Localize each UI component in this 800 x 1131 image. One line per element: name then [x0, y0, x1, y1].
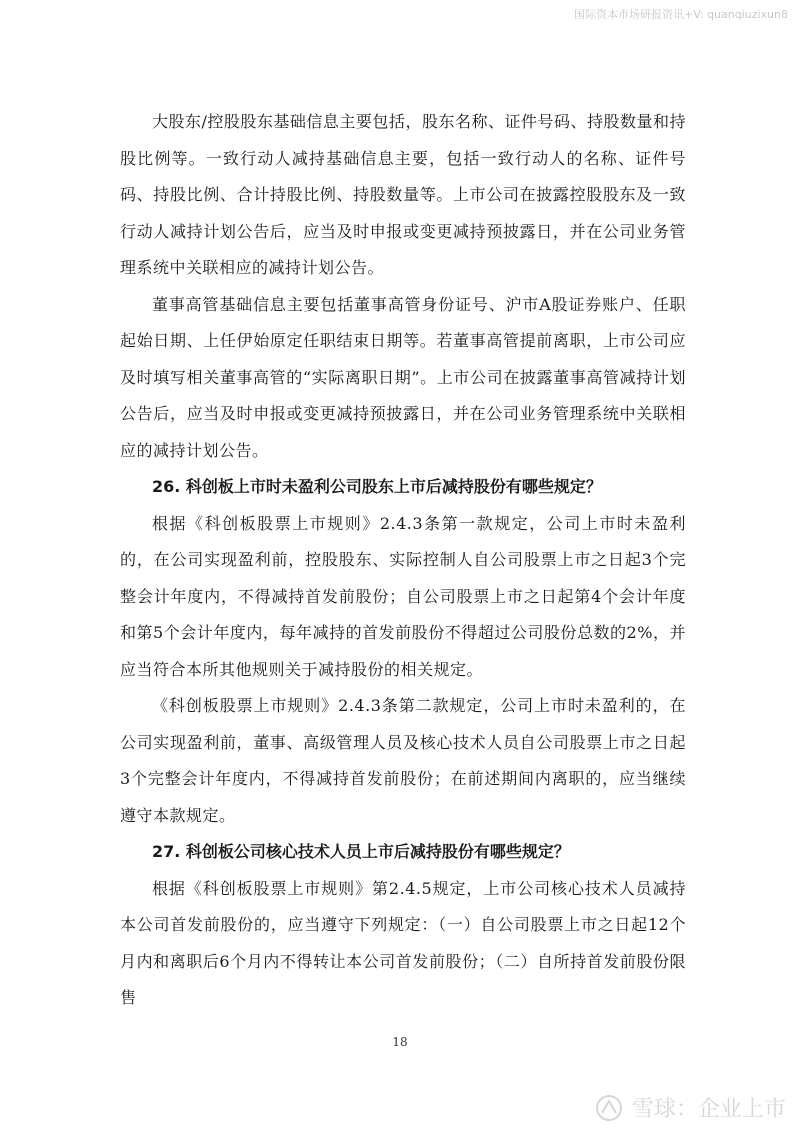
- section-26-heading: 26. 科创板上市时未盈利公司股东上市后减持股份有哪些规定？: [152, 477, 602, 496]
- paragraph-shareholder-info: 大股东/控股股东基础信息主要包括，股东名称、证件号码、持股数量和持股比例等。一致行动人减持基础信息主要，包括一致行动人的名称、证件号码、持股比例、合计持股比例、持股数量等。上市公司在披露控股股东及一致行动人减持计划公告后，应当及时申报或变更减持预披露日，并在公司业务管理系统中关联相应的减持计划公告。: [120, 112, 686, 277]
- footer-brand: [594, 1092, 786, 1123]
- footer-brand-text: 雪球：企业上市: [631, 1097, 786, 1122]
- page-number: 18: [392, 1035, 408, 1049]
- document-body: [120, 104, 686, 1017]
- section-27-heading: 27. 科创板公司核心技术人员上市后减持股份有哪些规定？: [152, 842, 570, 861]
- snowball-logo-icon: [594, 1093, 624, 1123]
- section-27-paragraph-1: 根据《科创板股票上市规则》第2.4.5规定，上市公司核心技术人员减持本公司首发前股份的，应当遵守下列规定：（一）自公司股票上市之日起12个月内和离职后6个月内不得转让本公司首发前股份；（二）自所持首发前股份限售: [120, 878, 686, 1007]
- paragraph-director-info: 董事高管基础信息主要包括董事高管身份证号、沪市A股证券账户、任职起始日期、上任伊始原定任职结束日期等。若董事高管提前离职，上市公司应及时填写相关董事高管的“实际离职日期”。上市公司在披露董事高管减持计划公告后，应当及时申报或变更减持预披露日，并在公司业务管理系统中关联相应的减持计划公告。: [120, 294, 686, 460]
- section-26-paragraph-2: 《科创板股票上市规则》2.4.3条第二款规定，公司上市时未盈利的，在公司实现盈利前，董事、高级管理人员及核心技术人员自公司股票上市之日起3个完整会计年度内，不得减持首发前股份；在前述期间内离职的，应当继续遵守本款规定。: [120, 696, 686, 825]
- watermark-text: 国际资本市场研报资讯+V: quanqiuzixun8: [573, 8, 788, 21]
- section-26-paragraph-1: 根据《科创板股票上市规则》2.4.3条第一款规定，公司上市时未盈利的，在公司实现盈利前，控股股东、实际控制人自公司股票上市之日起3个完整会计年度内，不得减持首发前股份；自公司股票上市之日起第4个会计年度和第5个会计年度内，每年减持的首发前股份不得超过公司股份总数的2%，并应当符合本所其他规则关于减持股份的相关规定。: [120, 513, 686, 679]
